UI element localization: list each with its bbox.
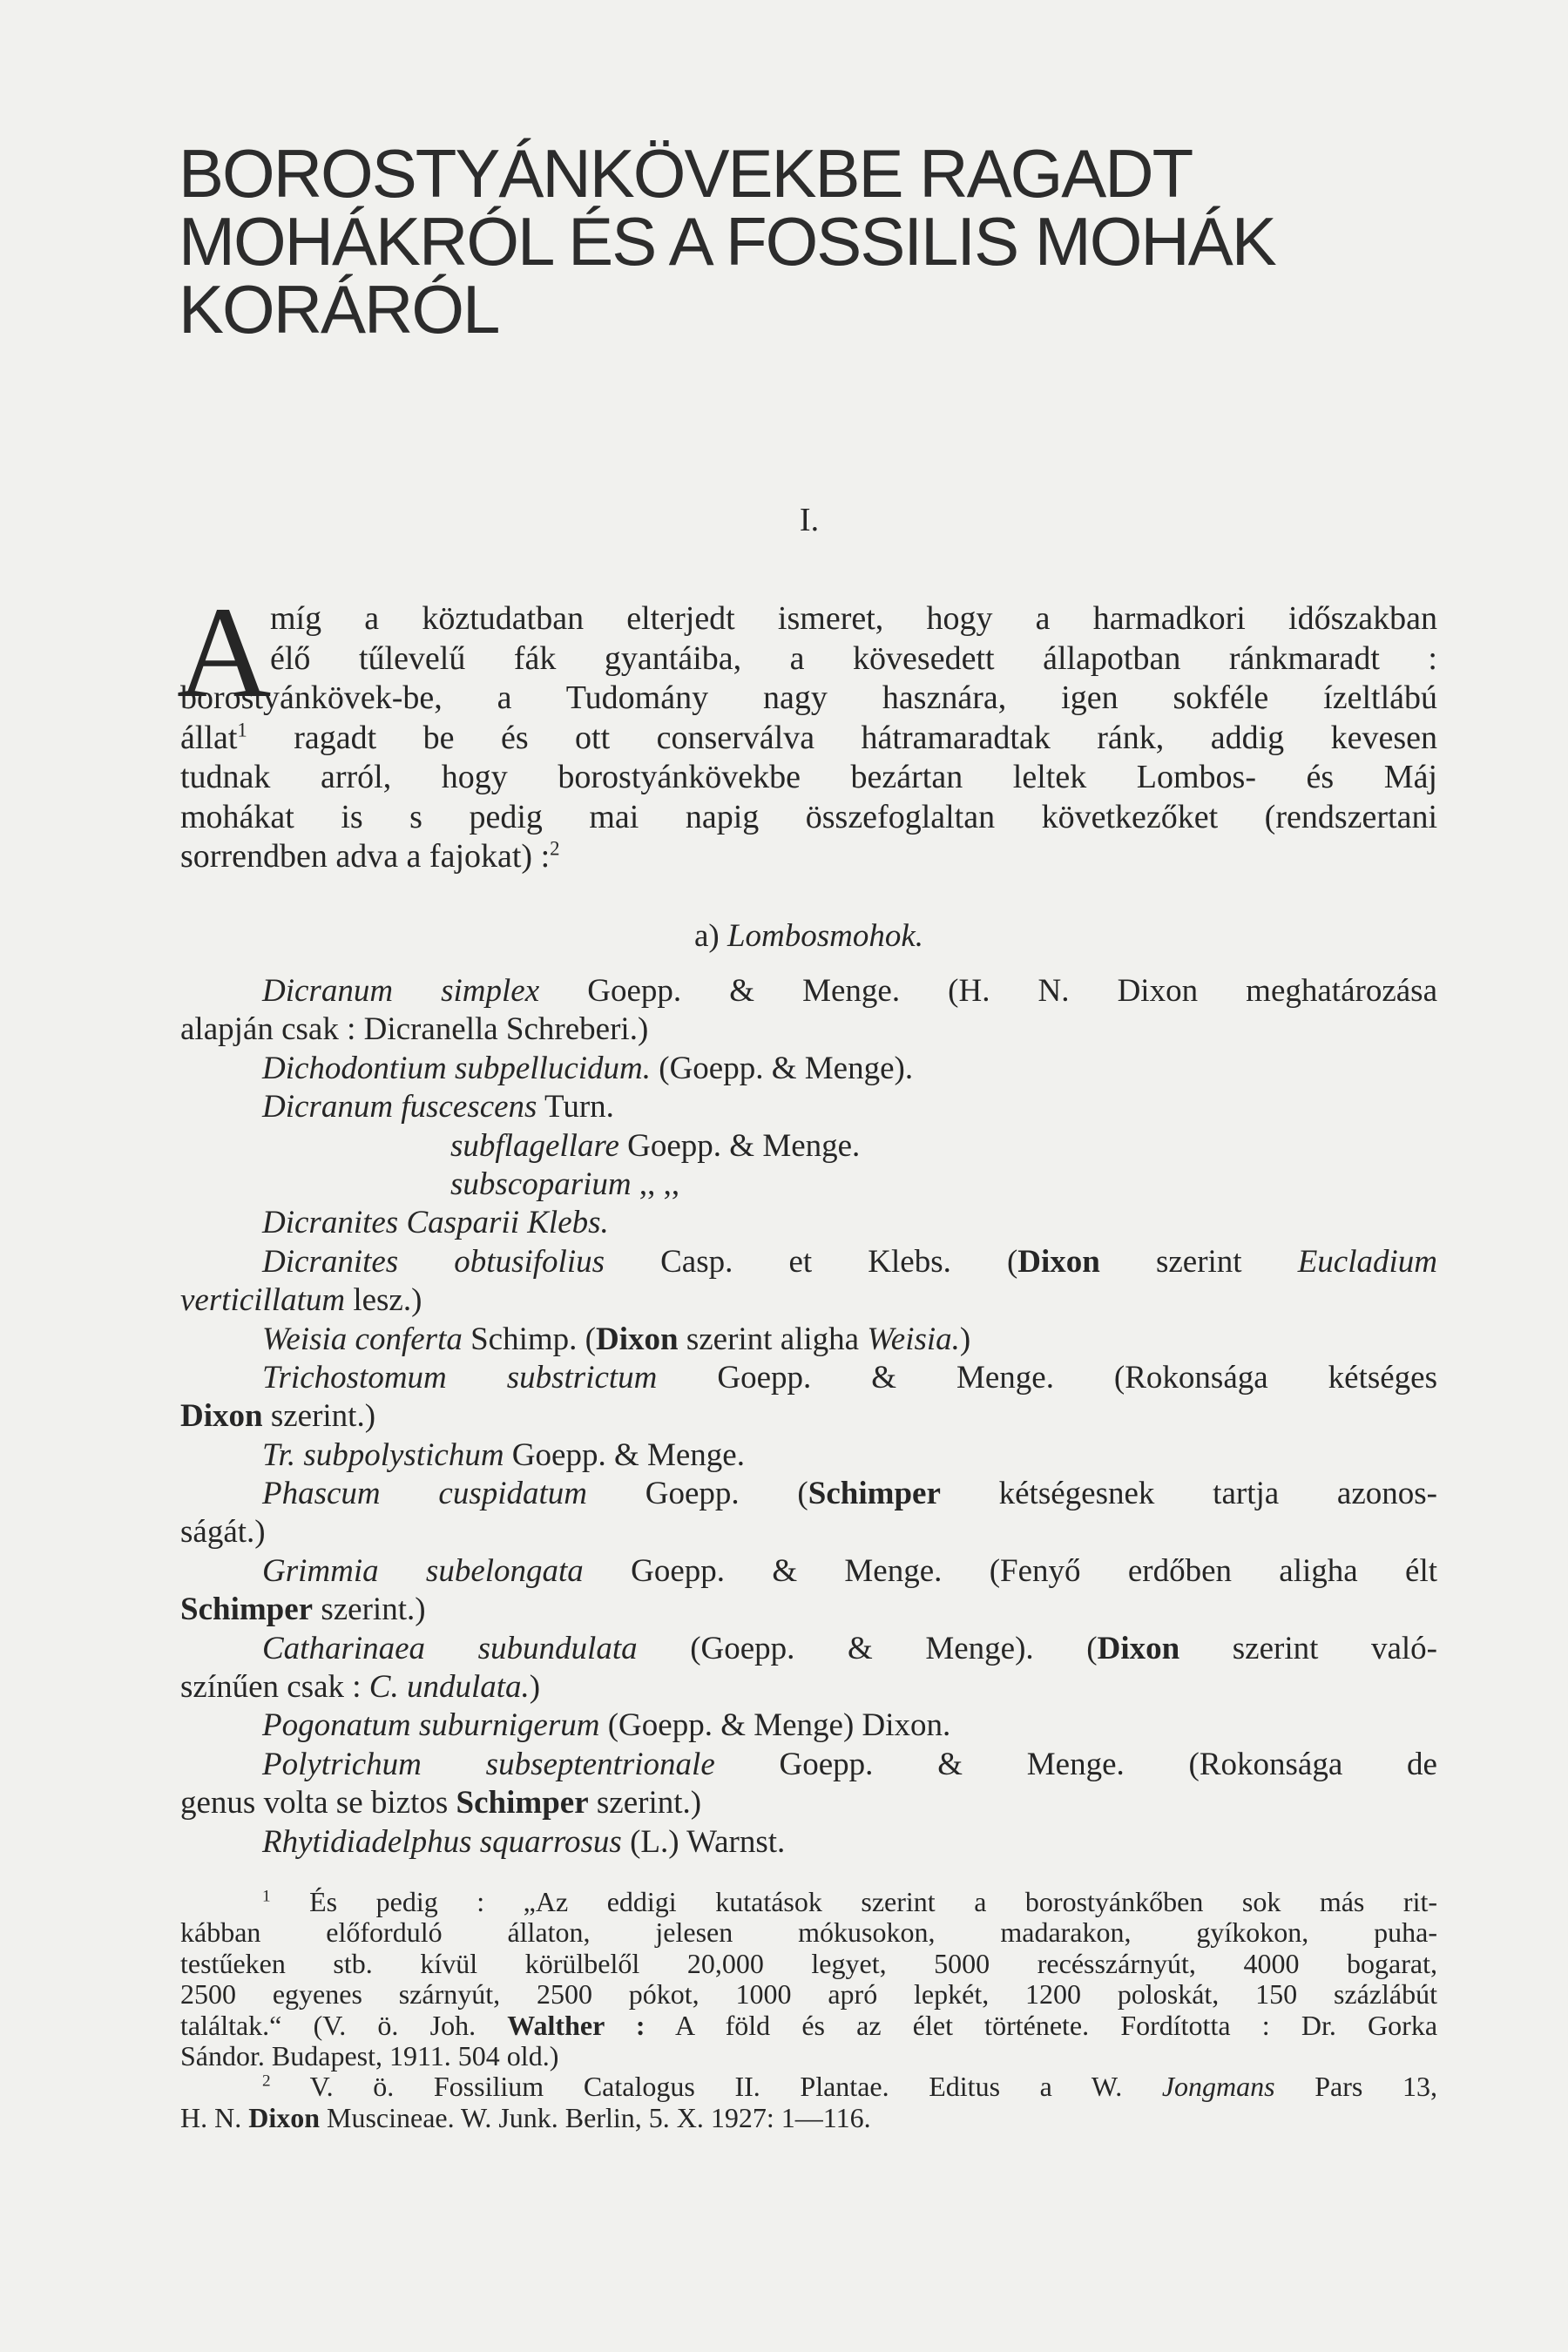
footnote-line bbox=[180, 1917, 1437, 1948]
paragraph-line bbox=[180, 798, 1437, 838]
article-title bbox=[179, 135, 1275, 348]
text-run: mohákat is s pedig mai napig összefoglaltan következőket (rendszertani bbox=[180, 798, 1437, 835]
text-run: Goepp. & Menge. (H. N. Dixon meghatározása bbox=[539, 973, 1437, 1009]
footnote-line bbox=[180, 2103, 1437, 2133]
footnote-line bbox=[180, 1979, 1437, 2010]
author-name: Schimper bbox=[456, 1785, 589, 1821]
text-run: Turn. bbox=[537, 1089, 614, 1125]
author-name: Walther : bbox=[507, 2009, 645, 2041]
text-run: testűeken stb. kívül körülbelől 20,000 legyet, 5000 recésszárnyút, 4000 bogarat, bbox=[180, 1947, 1437, 1979]
intro-paragraph bbox=[177, 580, 1437, 877]
text-run: élő tűlevelű fák gyantáiba, a kövesedett állapotban ránkmaradt : bbox=[270, 639, 1437, 677]
text-run: Goepp. & Menge. (Rokonsága kétséges bbox=[657, 1359, 1437, 1396]
italic-text: subscoparium bbox=[450, 1166, 632, 1202]
footnote-marker: 1 bbox=[237, 718, 247, 740]
author-name: Dixon bbox=[1097, 1630, 1180, 1666]
subheading-label: Lombosmohok. bbox=[727, 918, 924, 954]
species-list bbox=[180, 972, 1437, 1862]
species-entry-line bbox=[180, 1668, 1437, 1707]
text-run: szerint.) bbox=[262, 1398, 376, 1435]
text-run: szerint aligha bbox=[678, 1321, 868, 1357]
text-run: A föld és az élet története. Fordította : Dr. Gorka bbox=[645, 2009, 1438, 2041]
species-entry-line bbox=[180, 1050, 1437, 1088]
text-run: szerint.) bbox=[313, 1592, 426, 1628]
footnotes bbox=[180, 1887, 1437, 2133]
footnote-line bbox=[180, 1949, 1437, 1979]
italic-text: Phascum cuspidatum bbox=[262, 1476, 588, 1512]
italic-text: Trichostomum substrictum bbox=[262, 1359, 658, 1396]
text-run: Goepp. & Menge. bbox=[618, 1127, 861, 1164]
species-entry-line bbox=[180, 1552, 1437, 1591]
italic-text: Polytrichum subseptentrionale bbox=[262, 1746, 715, 1782]
text-run: lesz.) bbox=[345, 1282, 422, 1319]
italic-text: C. undulata. bbox=[368, 1669, 530, 1706]
italic-text: subflagellare bbox=[450, 1127, 619, 1164]
species-entry-line bbox=[180, 1127, 1437, 1166]
text-run: H. N. bbox=[180, 2101, 249, 2133]
text-run: (Goepp. & Menge) Dixon. bbox=[599, 1707, 951, 1744]
species-entry-line bbox=[180, 1513, 1437, 1551]
text-run: genus volta se biztos bbox=[180, 1785, 456, 1821]
italic-text: Dicranites obtusifolius bbox=[262, 1243, 605, 1280]
species-entry-line bbox=[180, 1321, 1437, 1359]
text-run: Schimp. ( bbox=[462, 1321, 596, 1357]
species-entry-line bbox=[180, 1359, 1437, 1397]
italic-text: Dicranum fuscescens bbox=[262, 1089, 537, 1125]
author-name: Schimper bbox=[180, 1592, 314, 1628]
text-run: És pedig : „Az eddigi kutatások szerint a borostyánkőben sok más rit- bbox=[270, 1886, 1437, 1917]
italic-text: verticillatum bbox=[180, 1282, 346, 1319]
paragraph-line bbox=[180, 599, 1437, 639]
italic-text: Dicranum simplex bbox=[262, 973, 540, 1009]
italic-text: Eucladium bbox=[1297, 1243, 1438, 1280]
text-run: kábban előforduló állaton, jelesen mókusokon, madarakon, gyíkokon, puha- bbox=[180, 1916, 1437, 1949]
text-run: (L.) Warnst. bbox=[621, 1823, 786, 1860]
title-line: KORÁRÓL bbox=[179, 271, 499, 348]
author-name: Dixon bbox=[596, 1321, 679, 1357]
text-run: V. ö. Fossilium Catalogus II. Plantae. Editus a W. bbox=[270, 2071, 1162, 2103]
species-entry-line bbox=[180, 1397, 1437, 1436]
italic-text: Tr. subpolystichum bbox=[262, 1436, 504, 1473]
author-name: Dixon bbox=[1017, 1243, 1100, 1280]
footnote-marker: 1 bbox=[262, 1887, 271, 1906]
species-entry-line bbox=[180, 1707, 1437, 1745]
text-run: szerint való- bbox=[1179, 1630, 1437, 1666]
species-entry-line bbox=[180, 1784, 1437, 1822]
species-entry-line bbox=[180, 1436, 1437, 1475]
species-entry-line bbox=[180, 972, 1437, 1010]
text-run: Goepp. & Menge. (Rokonsága de bbox=[714, 1746, 1437, 1782]
text-run: állat bbox=[180, 719, 238, 756]
species-entry-line bbox=[180, 1204, 1437, 1242]
species-entry-line bbox=[180, 1630, 1437, 1668]
italic-text: Pogonatum suburnigerum bbox=[262, 1707, 600, 1744]
italic-text: Weisia conferta bbox=[262, 1321, 463, 1357]
text-run: szerint.) bbox=[588, 1785, 702, 1821]
author-name: Dixon bbox=[180, 1398, 263, 1435]
italic-text: Jongmans bbox=[1161, 2071, 1275, 2103]
title-line: BOROSTYÁNKÖVEKBE RAGADT bbox=[179, 135, 1193, 212]
text-run: (Goepp. & Menge). ( bbox=[637, 1630, 1098, 1666]
italic-text: Grimmia subelongata bbox=[262, 1552, 584, 1589]
text-run: Casp. et Klebs. ( bbox=[605, 1243, 1018, 1280]
text-run: Goepp. & Menge. bbox=[504, 1436, 745, 1473]
text-run: ) bbox=[529, 1669, 541, 1706]
footnote-line bbox=[180, 2072, 1437, 2102]
text-run: kétségesnek tartja azonos- bbox=[940, 1476, 1438, 1512]
footnote-line bbox=[180, 2041, 1437, 2072]
italic-text: Weisia. bbox=[867, 1321, 960, 1357]
italic-text: Catharinaea subundulata bbox=[262, 1630, 638, 1666]
title-line: MOHÁKRÓL ÉS A FOSSILIS MOHÁK bbox=[179, 203, 1275, 280]
paragraph-line bbox=[180, 719, 1437, 759]
species-entry-line bbox=[180, 1010, 1437, 1049]
paragraph-line bbox=[180, 758, 1437, 798]
species-entry-line bbox=[180, 1591, 1437, 1629]
text-run: színűen csak : bbox=[180, 1669, 369, 1706]
species-entry-line bbox=[180, 1166, 1437, 1204]
footnote-line bbox=[180, 1887, 1437, 1917]
paragraph-line bbox=[180, 837, 1437, 877]
species-entry-line bbox=[180, 1475, 1437, 1513]
text-run: míg a köztudatban elterjedt ismeret, hogy a harmadkori időszakban bbox=[270, 600, 1437, 637]
text-run: találtak.“ (V. ö. Joh. bbox=[180, 2009, 508, 2041]
subheading-prefix: a) bbox=[693, 918, 727, 954]
paragraph-line bbox=[180, 639, 1437, 679]
text-run: borostyánkövek-be, a Tudomány nagy hasznára, igen sokféle ízeltlábú bbox=[180, 679, 1437, 716]
text-run: tudnak arról, hogy borostyánkövekbe bezártan leltek Lombos- és Máj bbox=[180, 759, 1437, 795]
subheading bbox=[180, 917, 1437, 955]
text-run: Goepp. & Menge. (Fenyő erdőben aligha élt bbox=[583, 1552, 1437, 1589]
text-run: Sándor. Budapest, 1911. 504 old.) bbox=[180, 2039, 559, 2072]
italic-text: Rhytidiadelphus squarrosus bbox=[262, 1823, 622, 1860]
paragraph-line bbox=[180, 679, 1437, 719]
italic-text: Dicranites Casparii Klebs. bbox=[262, 1205, 609, 1241]
text-run: 2500 egyenes szárnyút, 2500 pókot, 1000 apró lepkét, 1200 poloskát, 150 százlábút bbox=[180, 1978, 1437, 2011]
text-run: Goepp. ( bbox=[587, 1476, 808, 1512]
text-run: sorrendben adva a fajokat) : bbox=[180, 838, 551, 875]
species-entry-line bbox=[180, 1281, 1437, 1320]
italic-text: Dichodontium subpellucidum. bbox=[262, 1050, 652, 1086]
author-name: Schimper bbox=[808, 1476, 941, 1512]
text-run: ságát.) bbox=[180, 1514, 266, 1551]
species-entry-line bbox=[180, 1823, 1437, 1862]
text-run: alapján csak : Dicranella Schreberi.) bbox=[180, 1011, 649, 1048]
footnote-marker: 2 bbox=[550, 837, 560, 860]
text-run: (Goepp. & Menge). bbox=[651, 1050, 914, 1086]
footnote-line bbox=[180, 2011, 1437, 2041]
species-entry-line bbox=[180, 1746, 1437, 1784]
text-run: Pars 13, bbox=[1274, 2071, 1438, 2103]
footnote-marker: 2 bbox=[262, 2072, 271, 2091]
author-name: Dixon bbox=[248, 2101, 321, 2133]
section-number: I. bbox=[799, 502, 820, 538]
species-entry-line bbox=[180, 1243, 1437, 1281]
text-run: szerint bbox=[1099, 1243, 1298, 1280]
drop-cap: A bbox=[177, 580, 272, 725]
text-run: ) bbox=[959, 1321, 971, 1357]
text-run: ragadt be és ott conserválva hátramaradtak ránk, addig kevesen bbox=[247, 719, 1437, 756]
species-entry-line bbox=[180, 1088, 1437, 1126]
text-run: Muscineae. W. Junk. Berlin, 5. X. 1927: 1—116. bbox=[320, 2101, 871, 2133]
text-run: ,, ,, bbox=[631, 1166, 680, 1202]
